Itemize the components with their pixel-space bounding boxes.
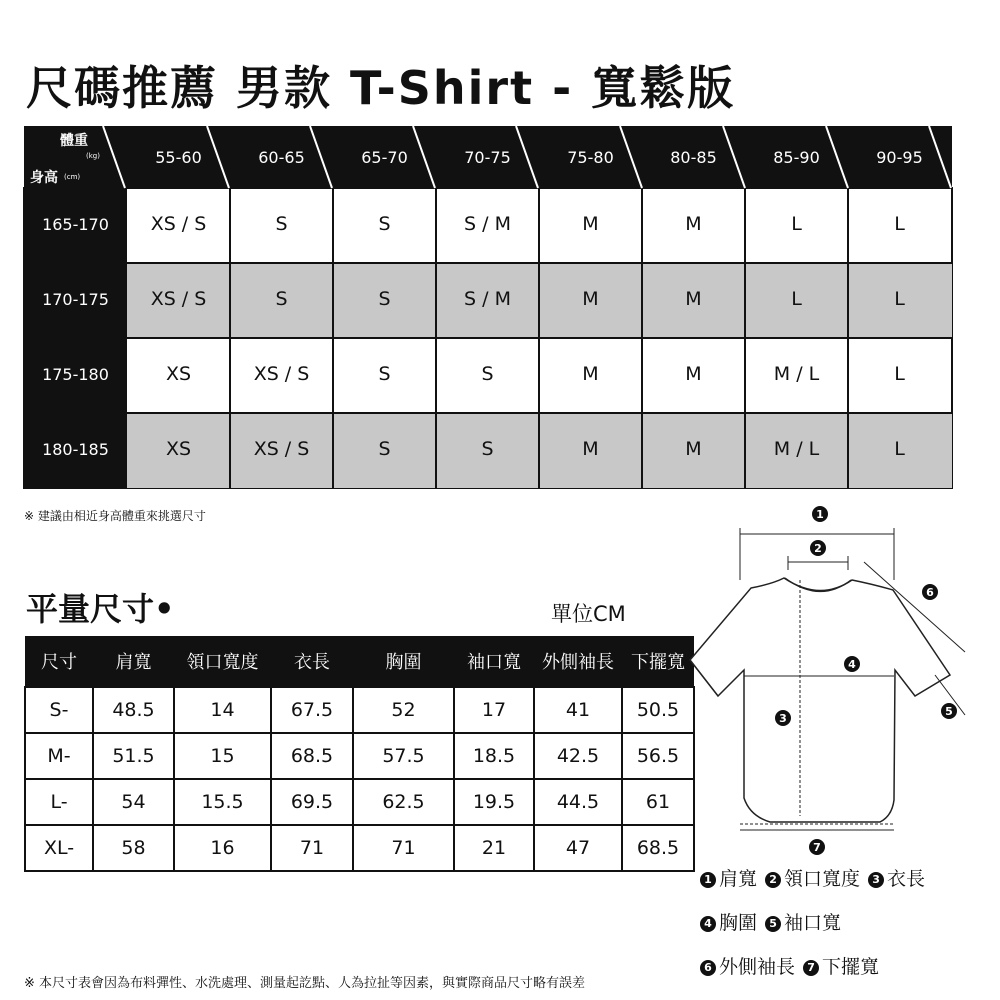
- measure-cell: 41: [534, 687, 622, 733]
- svg-text:2: 2: [814, 542, 822, 555]
- legend-label: 袖口寬: [784, 912, 842, 934]
- marker-4-icon: [844, 656, 860, 672]
- size-cell: S: [378, 213, 391, 235]
- marker-4-icon: 4: [700, 916, 716, 932]
- recommend-note: ※ 建議由相近身高體重來挑選尺寸: [24, 509, 206, 523]
- legend-label: 外側袖長: [719, 956, 796, 978]
- size-cell: L: [894, 363, 905, 385]
- legend-label: 領口寬度: [784, 868, 861, 890]
- measure-cell: 21: [454, 825, 534, 871]
- measure-cell: 44.5: [534, 779, 622, 825]
- size-cell: M: [582, 288, 599, 310]
- marker-3-icon: 3: [868, 872, 884, 888]
- size-cell: S / M: [464, 288, 511, 310]
- measure-header-cell: 袖口寬: [454, 636, 534, 687]
- measure-cell: 62.5: [353, 779, 454, 825]
- legend-line: [700, 864, 933, 891]
- measure-header-cell: 衣長: [271, 636, 353, 687]
- measure-cell: 68.5: [622, 825, 694, 871]
- measure-cell: 61: [622, 779, 694, 825]
- measure-cell: XL-: [25, 825, 93, 871]
- size-cell: XS / S: [150, 213, 207, 235]
- row-height-label: 170-175: [42, 290, 109, 309]
- table-row: [25, 733, 694, 779]
- weight-header: 90-95: [876, 148, 923, 167]
- size-cell: S: [481, 363, 494, 385]
- measure-cell: 15: [174, 733, 271, 779]
- size-cell: S: [275, 213, 288, 235]
- size-cell: S: [378, 363, 391, 385]
- measure-cell: 14: [174, 687, 271, 733]
- size-cell: XS: [165, 438, 192, 460]
- marker-7-icon: 7: [803, 960, 819, 976]
- size-cell: L: [894, 213, 905, 235]
- page-title: 尺碼推薦 男款 T-Shirt - 寬鬆版: [26, 61, 736, 115]
- measure-cell: M-: [25, 733, 93, 779]
- legend-label: 衣長: [887, 868, 926, 890]
- svg-text:5: 5: [945, 705, 953, 718]
- size-cell: L: [791, 213, 802, 235]
- marker-1-icon: [812, 506, 828, 522]
- legend-label: 胸圍: [719, 912, 758, 934]
- weight-header: 60-65: [258, 148, 305, 167]
- svg-text:6: 6: [926, 586, 934, 599]
- measure-unit: 單位CM: [551, 602, 626, 626]
- size-cell: M: [685, 438, 702, 460]
- measure-cell: 52: [353, 687, 454, 733]
- size-cell: S: [481, 438, 494, 460]
- measure-cell: 51.5: [93, 733, 174, 779]
- measure-table: [24, 636, 695, 872]
- table-row: [25, 825, 694, 871]
- weight-header: 65-70: [361, 148, 408, 167]
- measure-cell: 71: [353, 825, 454, 871]
- measure-cell: 18.5: [454, 733, 534, 779]
- measure-header-cell: 尺寸: [25, 636, 93, 687]
- size-cell: S / M: [464, 213, 511, 235]
- size-cell: XS / S: [253, 363, 310, 385]
- svg-text:1: 1: [816, 508, 824, 521]
- size-cell: M / L: [773, 438, 820, 460]
- measure-cell: 57.5: [353, 733, 454, 779]
- legend-line: [700, 952, 887, 979]
- tshirt-diagram: [680, 500, 990, 854]
- legend-label: 下擺寬: [822, 956, 880, 978]
- size-cell: M / L: [773, 363, 820, 385]
- measure-cell: 19.5: [454, 779, 534, 825]
- measure-title: 平量尺寸•: [26, 590, 175, 628]
- measure-cell: 15.5: [174, 779, 271, 825]
- size-cell: L: [894, 288, 905, 310]
- measure-cell: 69.5: [271, 779, 353, 825]
- marker-6-icon: 6: [700, 960, 716, 976]
- size-cell: M: [582, 363, 599, 385]
- measure-cell: 71: [271, 825, 353, 871]
- corner-height: 身高: [30, 170, 58, 186]
- tshirt-outline: [690, 578, 950, 822]
- measure-cell: S-: [25, 687, 93, 733]
- measure-cell: 54: [93, 779, 174, 825]
- measure-cell: 17: [454, 687, 534, 733]
- size-cell: L: [791, 288, 802, 310]
- marker-2-icon: [810, 540, 826, 556]
- measure-header-cell: 下擺寬: [622, 636, 694, 687]
- measure-cell: 47: [534, 825, 622, 871]
- measure-header-cell: 胸圍: [353, 636, 454, 687]
- size-cell: M: [685, 213, 702, 235]
- marker-5-icon: 5: [765, 916, 781, 932]
- size-cell: M: [582, 213, 599, 235]
- measure-header-row: [25, 636, 694, 687]
- weight-header: 75-80: [567, 148, 614, 167]
- measure-cell: 67.5: [271, 687, 353, 733]
- size-cell: L: [894, 438, 905, 460]
- measure-cell: 50.5: [622, 687, 694, 733]
- marker-5-icon: [941, 703, 957, 719]
- measure-cell: 42.5: [534, 733, 622, 779]
- corner-weight: 體重: [60, 133, 88, 149]
- footnote: ※ 本尺寸表會因為布料彈性、水洗處理、測量起訖點、人為拉扯等因素，與實際商品尺寸略有誤差: [24, 976, 586, 991]
- size-cell: M: [685, 363, 702, 385]
- marker-1-icon: 1: [700, 872, 716, 888]
- marker-6-icon: [922, 584, 938, 600]
- measure-cell: 48.5: [93, 687, 174, 733]
- corner-height-unit: (cm): [64, 173, 81, 181]
- marker-2-icon: 2: [765, 872, 781, 888]
- corner-weight-unit: (kg): [86, 152, 100, 160]
- size-cell: XS / S: [253, 438, 310, 460]
- measure-header-cell: 肩寬: [93, 636, 174, 687]
- measure-cell: 68.5: [271, 733, 353, 779]
- measure-cell: 58: [93, 825, 174, 871]
- weight-header: 70-75: [464, 148, 511, 167]
- legend-label: 肩寬: [719, 868, 758, 890]
- size-cell: M: [582, 438, 599, 460]
- measure-cell: 56.5: [622, 733, 694, 779]
- weight-header: 80-85: [670, 148, 717, 167]
- row-height-label: 180-185: [42, 440, 109, 459]
- table-row: [25, 687, 694, 733]
- size-cell: S: [378, 288, 391, 310]
- measure-cell: 16: [174, 825, 271, 871]
- measure-header-cell: 領口寬度: [174, 636, 271, 687]
- marker-3-icon: [775, 710, 791, 726]
- size-cell: S: [378, 438, 391, 460]
- size-cell: XS / S: [150, 288, 207, 310]
- size-cell: S: [275, 288, 288, 310]
- size-cell: M: [685, 288, 702, 310]
- svg-text:3: 3: [779, 712, 787, 725]
- measure-header-cell: 外側袖長: [534, 636, 622, 687]
- weight-header: 55-60: [155, 148, 202, 167]
- size-cell: XS: [165, 363, 192, 385]
- measure-cell: L-: [25, 779, 93, 825]
- table-row: [25, 779, 694, 825]
- svg-text:7: 7: [813, 841, 821, 854]
- weight-header: 85-90: [773, 148, 820, 167]
- legend-line: [700, 908, 849, 935]
- row-height-label: 175-180: [42, 365, 109, 384]
- row-height-label: 165-170: [42, 215, 109, 234]
- marker-7-icon: [809, 839, 825, 855]
- svg-text:4: 4: [848, 658, 856, 671]
